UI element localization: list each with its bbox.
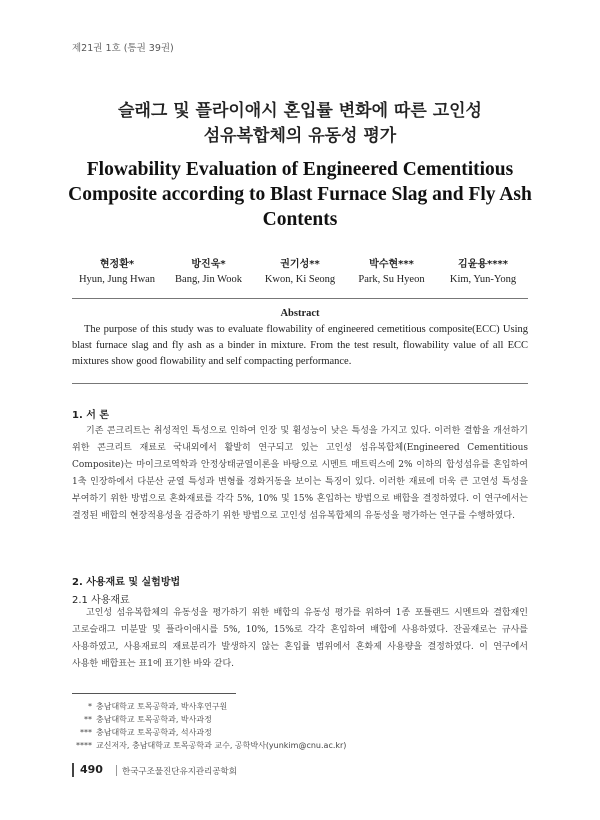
footnote bbox=[72, 713, 346, 726]
author-english-name: Bang, Jin Wook bbox=[175, 274, 242, 285]
footnote bbox=[72, 700, 346, 713]
journal-volume-header: 제21권 1호 (통권 39권) bbox=[72, 43, 174, 54]
section-2-1-paragraph: 고인성 섬유복합체의 유동성을 평가하기 위한 배합의 유동성 평가를 위하여 1종 포틀랜드 시멘트와 결합재인 고로슬래그 미분말 및 플라이애시를 5%, 10%, 15%로 각각 혼입하여 배합에 사용하였다. 잔골재로는 규사를 사용하였고, 사용재료의 재료분리가 발생하지 않는 혼입률 범위에서 혼화제 사용량을 결정하였다. 이 연구에서 사용한 배합표는 표1에 표기한 바와 같다. bbox=[72, 608, 528, 669]
footnote-text: 충남대학교 토목공학과, 박사후연구원 bbox=[96, 702, 228, 711]
section-2-heading: 2. 사용재료 및 실험방법 bbox=[72, 577, 181, 588]
author bbox=[255, 257, 345, 287]
author-english-name: Hyun, Jung Hwan bbox=[78, 274, 156, 285]
korean-title-line-2: 섬유복합체의 유동성 평가 bbox=[203, 126, 397, 146]
abstract-bottom-rule bbox=[72, 383, 528, 384]
author-korean-name: 김윤용**** bbox=[458, 259, 508, 270]
footnote-text: 교신저자, 충남대학교 토목공학과 교수, 공학박사(yunkim@cnu.ac.kr) bbox=[96, 741, 347, 750]
english-title-line-1: Flowability Evaluation of Engineered Cementitious bbox=[86, 159, 514, 180]
section-1-heading: 1. 서 론 bbox=[72, 410, 110, 421]
author bbox=[72, 257, 162, 287]
korean-title-line-1: 슬래그 및 플라이애시 혼입률 변화에 따른 고인성 bbox=[118, 101, 482, 121]
abstract-top-rule bbox=[72, 298, 528, 299]
author-korean-name: 방진욱* bbox=[191, 259, 226, 270]
author-english-name: Kim, Yun-Yong bbox=[449, 274, 517, 285]
journal-name: 한국구조물진단유지관리공학회 bbox=[122, 767, 237, 777]
footer-bar bbox=[72, 763, 74, 777]
author bbox=[347, 257, 437, 287]
abstract-heading: Abstract bbox=[280, 308, 320, 319]
author-english-name: Park, Su Hyeon bbox=[358, 274, 425, 285]
footer-separator bbox=[116, 765, 117, 776]
author-english-name: Kwon, Ki Seong bbox=[264, 274, 336, 285]
author bbox=[438, 257, 528, 287]
footnote-mark: **** bbox=[76, 741, 92, 750]
author-korean-name: 권기성** bbox=[280, 259, 320, 270]
footnote-rule bbox=[72, 693, 236, 694]
author-korean-name: 현정환* bbox=[99, 259, 135, 270]
section-1-paragraph: 기존 콘크리트는 취성적인 특성으로 인하여 인장 및 휨성능이 낮은 특성을 가지고 있다. 이러한 결함을 개선하기 위한 콘크리트 재료로 국내외에서 활발히 연구되고 있는 고인성 섬유복합체(Engineered Cementitious Composite)는 마이크로역학과 안정상태균열이론을 바탕으로 시멘트 매트릭스에 2% 이하의 합성섬유를 혼입하여 1축 인장하에서 다분산 균열 특성과 변형률 경화거동을 보이는 특징이 있다. 이러한 재료에 더욱 큰 고연성 특성을 부여하기 위한 방법으로 혼화재료를 각각 5%, 10% 및 15% 혼입하는 방법으로 배합을 결정하였다. 이 연구에서는 결정된 배합의 현장적용성을 검증하기 위한 방법으로 고인성 섬유복합체의 유동성을 평가하는 연구를 수행하였다. bbox=[72, 426, 528, 521]
footnote-mark: ** bbox=[84, 715, 92, 724]
author-korean-name: 박수현*** bbox=[369, 259, 414, 270]
author bbox=[164, 257, 254, 287]
footnote-text: 충남대학교 토목공학과, 석사과정 bbox=[96, 728, 212, 737]
page-number: 490 bbox=[80, 763, 103, 776]
subsection-2-1-heading: 2.1 사용재료 bbox=[72, 595, 130, 606]
english-title-line-3: Contents bbox=[262, 209, 338, 230]
author-list bbox=[72, 257, 528, 287]
footnote-mark: * bbox=[88, 702, 92, 711]
footnote-mark: *** bbox=[80, 728, 92, 737]
english-title-line-2: Composite according to Blast Furnace Slag and Fly Ash bbox=[68, 184, 532, 205]
footnotes bbox=[72, 700, 346, 752]
footnote-text: 충남대학교 토목공학과, 박사과정 bbox=[96, 715, 212, 724]
abstract-text: The purpose of this study was to evaluate flowability of engineered cemetitious composite(ECC) Using blast furnace slag and fly ash as a binder in mixture. From the test result, flowability value of all ECC mixtures show good flowability and self compacting performance. bbox=[72, 324, 528, 367]
footnote bbox=[72, 739, 346, 752]
footnote bbox=[72, 726, 346, 739]
